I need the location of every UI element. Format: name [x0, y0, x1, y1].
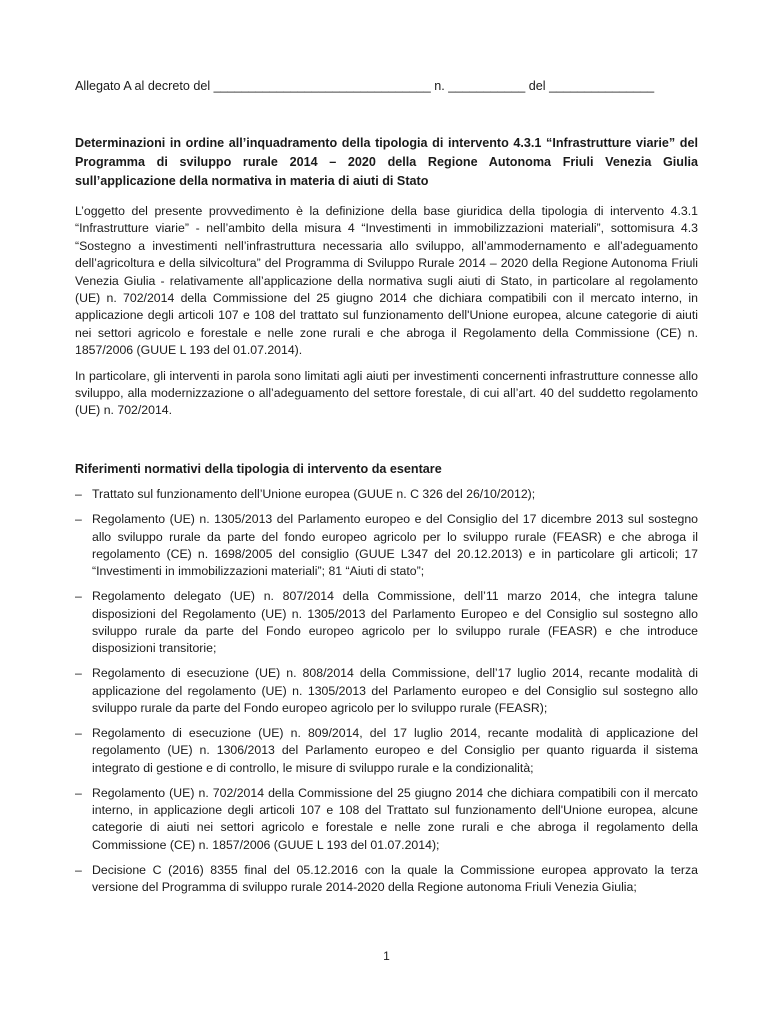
dash-bullet-icon: – — [75, 785, 82, 800]
references-heading: Riferimenti normativi della tipologia di intervento da esentare — [75, 462, 442, 476]
reference-text: Regolamento (UE) n. 702/2014 della Commissione del 25 giugno 2014 che dichiara compatibili con il mercato interno, in applicazione degli articoli 107 e 108 del Trattato sul funzionamento dell'Unione europea, alcune categorie di aiuti nei settori agricolo e forestale e nelle zone rurali e che abroga il regolamento della Commissione (CE) n. 1857/2006 (GUUE L 193 del 01.07.2014); — [92, 785, 698, 852]
reference-item — [75, 511, 698, 580]
reference-text: Regolamento delegato (UE) n. 807/2014 della Commissione, dell’11 marzo 2014, che integra talune disposizioni del Regolamento (UE) n. 1305/2013 del Parlamento Europeo e del Consiglio sul sostegno allo sviluppo rurale da parte del Fondo europeo agricolo per lo sviluppo rurale (FEASR) e che introduce disposizioni transitorie; — [92, 589, 698, 655]
dash-bullet-icon: – — [75, 862, 82, 877]
reference-text: Trattato sul funzionamento dell’Unione europea (GUUE n. C 326 del 26/10/2012); — [92, 487, 536, 501]
dash-bullet-icon: – — [75, 666, 82, 681]
document-page — [75, 0, 698, 1024]
intro-paragraph: L’oggetto del presente provvedimento è la definizione della base giuridica della tipologia di intervento 4.3.1 “Infrastrutture viarie” - nell’ambito della misura 4 “Investimenti in immobilizzazioni materiali”, sottomisura 4.3 “Sostegno a investimenti nell’infrastruttura necessaria allo sviluppo, all’ammodernamento e all’adeguamento dell’agricoltura e della silvicoltura” del Programma di Sviluppo Rurale 2014 – 2020 della Regione Autonoma Friuli Venezia Giulia - relativamente all’applicazione della normativa sugli aiuti di Stato, in particolare al regolamento (UE) n. 702/2014 della Commissione del 25 giugno 2014 che dichiara compatibili con il mercato interno, in applicazione degli articoli 107 e 108 del trattato sul funzionamento dell'Unione europea, alcune categorie di aiuti nei settori agricolo e forestale e nelle zone rurali e che abroga il Regolamento della Commissione (CE) n. 1857/2006 (GUUE L 193 del 01.07.2014). — [75, 204, 698, 358]
dash-bullet-icon: – — [75, 726, 82, 741]
reference-text: Regolamento di esecuzione (UE) n. 809/2014, del 17 luglio 2014, recante modalità di applicazione del regolamento (UE) n. 1306/2013 del Parlamento europeo e del Consiglio per quanto riguarda il sistema integrato di gestione e di controllo, le misure di sviluppo rurale e la condizionalità; — [92, 726, 698, 775]
document-title: Determinazioni in ordine all’inquadramento della tipologia di intervento 4.3.1 “Infrastrutture viarie” del Programma di sviluppo rurale 2014 – 2020 della Regione Autonoma Friuli Venezia Giulia sull’applicazione della normativa in materia di aiuti di Stato — [75, 136, 698, 188]
page-number: 1 — [383, 949, 390, 963]
dash-bullet-icon: – — [75, 487, 82, 501]
reference-text: Regolamento di esecuzione (UE) n. 808/2014 della Commissione, dell’17 luglio 2014, recante modalità di applicazione del regolamento (UE) n. 1305/2013 del Parlamento europeo e del Consiglio sul sostegno allo sviluppo rurale da parte del Fondo europeo agricolo per lo sviluppo rurale (FEASR); — [92, 666, 698, 715]
reference-item — [75, 725, 698, 777]
intro-paragraph: In particolare, gli interventi in parola sono limitati agli aiuti per investimenti concernenti infrastrutture connesse allo sviluppo, alla modernizzazione o all’adeguamento del settore forestale, di cui all’art. 40 del suddetto regolamento (UE) n. 702/2014. — [75, 368, 698, 418]
allegato-header-line: Allegato A al decreto del _______________________________ n. ___________ del _______________ — [75, 79, 655, 93]
intro-section — [75, 203, 698, 428]
references-list — [75, 486, 698, 905]
reference-text: Regolamento (UE) n. 1305/2013 del Parlamento europeo e del Consiglio del 17 dicembre 2013 sul sostegno allo sviluppo rurale da parte del fondo europeo agricolo per lo sviluppo rurale (FEASR) e che abroga il regolamento (CE) n. 1698/2005 del consiglio (GUUE L347 del 20.12.2013) e in particolare gli articoli; 17 “Investimenti in immobilizzazioni materiali”; 81 “Aiuti di stato”; — [92, 512, 698, 578]
dash-bullet-icon: – — [75, 512, 82, 527]
reference-item — [75, 665, 698, 717]
reference-item — [75, 862, 698, 896]
reference-item — [75, 486, 698, 503]
reference-item — [75, 785, 698, 854]
dash-bullet-icon: – — [75, 589, 82, 604]
reference-text: Decisione C (2016) 8355 final del 05.12.2016 con la quale la Commissione europea approvato la terza versione del Programma di sviluppo rurale 2014-2020 della Regione autonoma Friuli Venezia Giulia; — [92, 862, 698, 895]
reference-item — [75, 588, 698, 657]
